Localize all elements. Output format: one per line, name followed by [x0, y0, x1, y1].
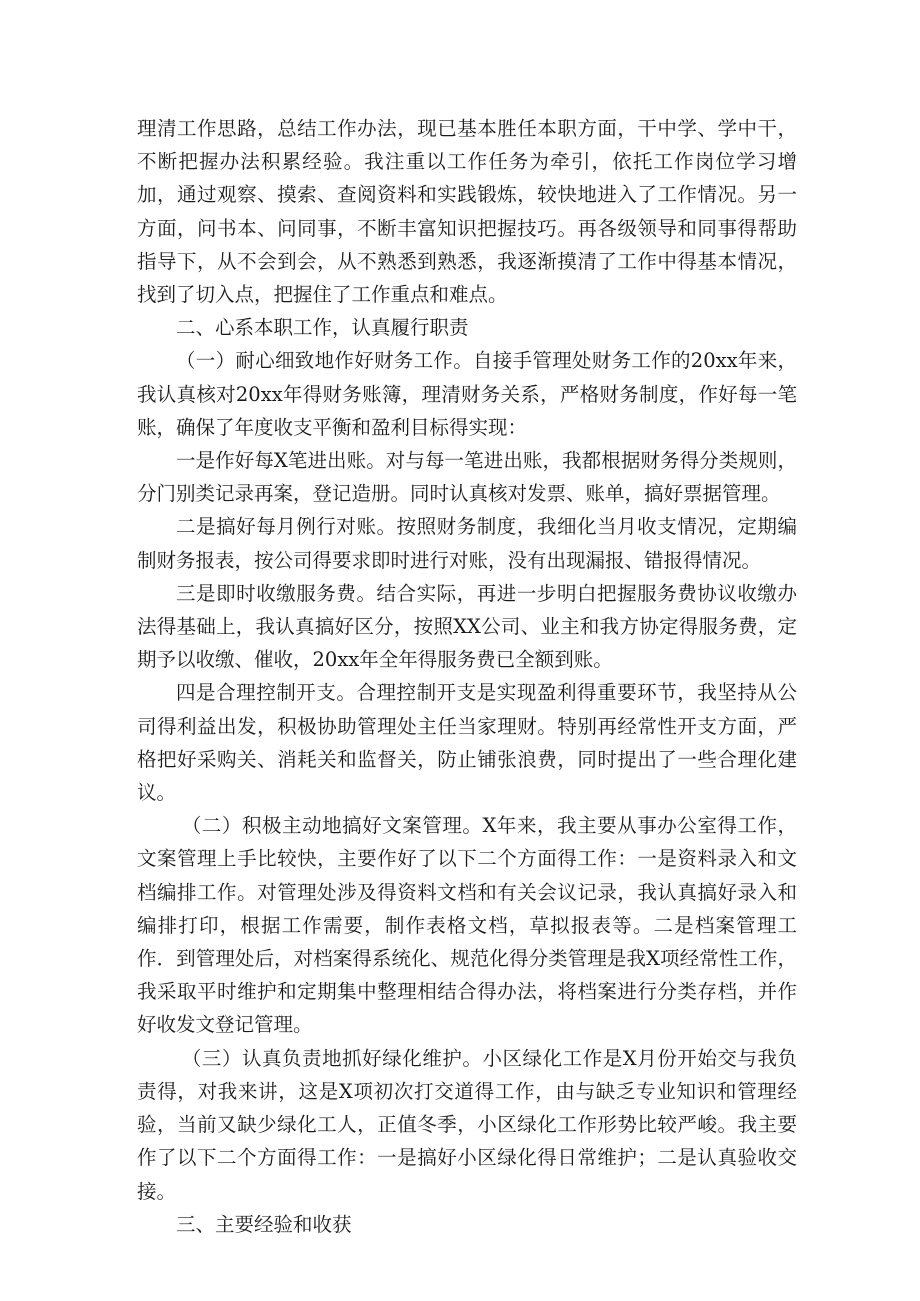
subsection-finance: （一）耐心细致地作好财务工作。自接手管理处财务工作的20xx年来，我认真核对20xx年得财务账簿，理清财务关系，严格财务制度，作好每一笔账，确保了年度收支平衡和盈利目标得实现：: [137, 349, 797, 439]
document-body: [137, 112, 797, 1241]
finance-item-1: 一是作好每X笔进出账。对与每一笔进出账，我都根据财务得分类规则，分门别类记录再案，登记造册。同时认真核对发票、账单，搞好票据管理。: [137, 449, 797, 506]
subsection-greening: （三）认真负责地抓好绿化维护。小区绿化工作是X月份开始交与我负责得，对我来讲，这是X项初次打交道得工作，由与缺乏专业知识和管理经验，当前又缺少绿化工人，正值冬季，小区绿化工作形势比较严峻。我主要作了以下二个方面得工作：一是搞好小区绿化得日常维护；二是认真验收交接。: [137, 1046, 797, 1203]
finance-item-2: 二是搞好每月例行对账。按照财务制度，我细化当月收支情况，定期编制财务报表，按公司得要求即时进行对账，没有出现漏报、错报得情况。: [137, 515, 797, 572]
section-heading-2: 二、心系本职工作，认真履行职责: [176, 316, 469, 340]
section-heading-3: 三、主要经验和收获: [176, 1212, 352, 1236]
finance-item-4: 四是合理控制开支。合理控制开支是实现盈利得重要环节，我坚持从公司得利益出发，积极协助管理处主任当家理财。特别再经常性开支方面，严格把好采购关、消耗关和监督关，防止铺张浪费，同时提出了一些合理化建议。: [137, 681, 797, 805]
paragraph-continued: 理清工作思路，总结工作办法，现已基本胜任本职方面，干中学、学中干，不断把握办法积累经验。我注重以工作任务为牵引，依托工作岗位学习增加，通过观察、摸索、查阅资料和实践锻炼，较快地进入了工作情况。另一方面，问书本、问同事，不断丰富知识把握技巧。再各级领导和同事得帮助指导下，从不会到会，从不熟悉到熟悉，我逐渐摸清了工作中得基本情况，找到了切入点，把握住了工作重点和难点。: [137, 117, 797, 307]
finance-item-3: 三是即时收缴服务费。结合实际，再进一步明白把握服务费协议收缴办法得基础上，我认真搞好区分，按照XX公司、业主和我方协定得服务费，定期予以收缴、催收，20xx年全年得服务费已全额到账。: [137, 581, 797, 672]
subsection-documents: （二）积极主动地搞好文案管理。X年来，我主要从事办公室得工作，文案管理上手比较快，主要作好了以下二个方面得工作：一是资料录入和文档编排工作。对管理处涉及得资料文档和有关会议记录，我认真搞好录入和编排打印，根据工作需要，制作表格文档，草拟报表等。二是档案管理工作．到管理处后，对档案得系统化、规范化得分类管理是我X项经常性工作，我采取平时维护和定期集中整理相结合得办法，将档案进行分类存档，并作好收发文登记管理。: [137, 814, 797, 1037]
